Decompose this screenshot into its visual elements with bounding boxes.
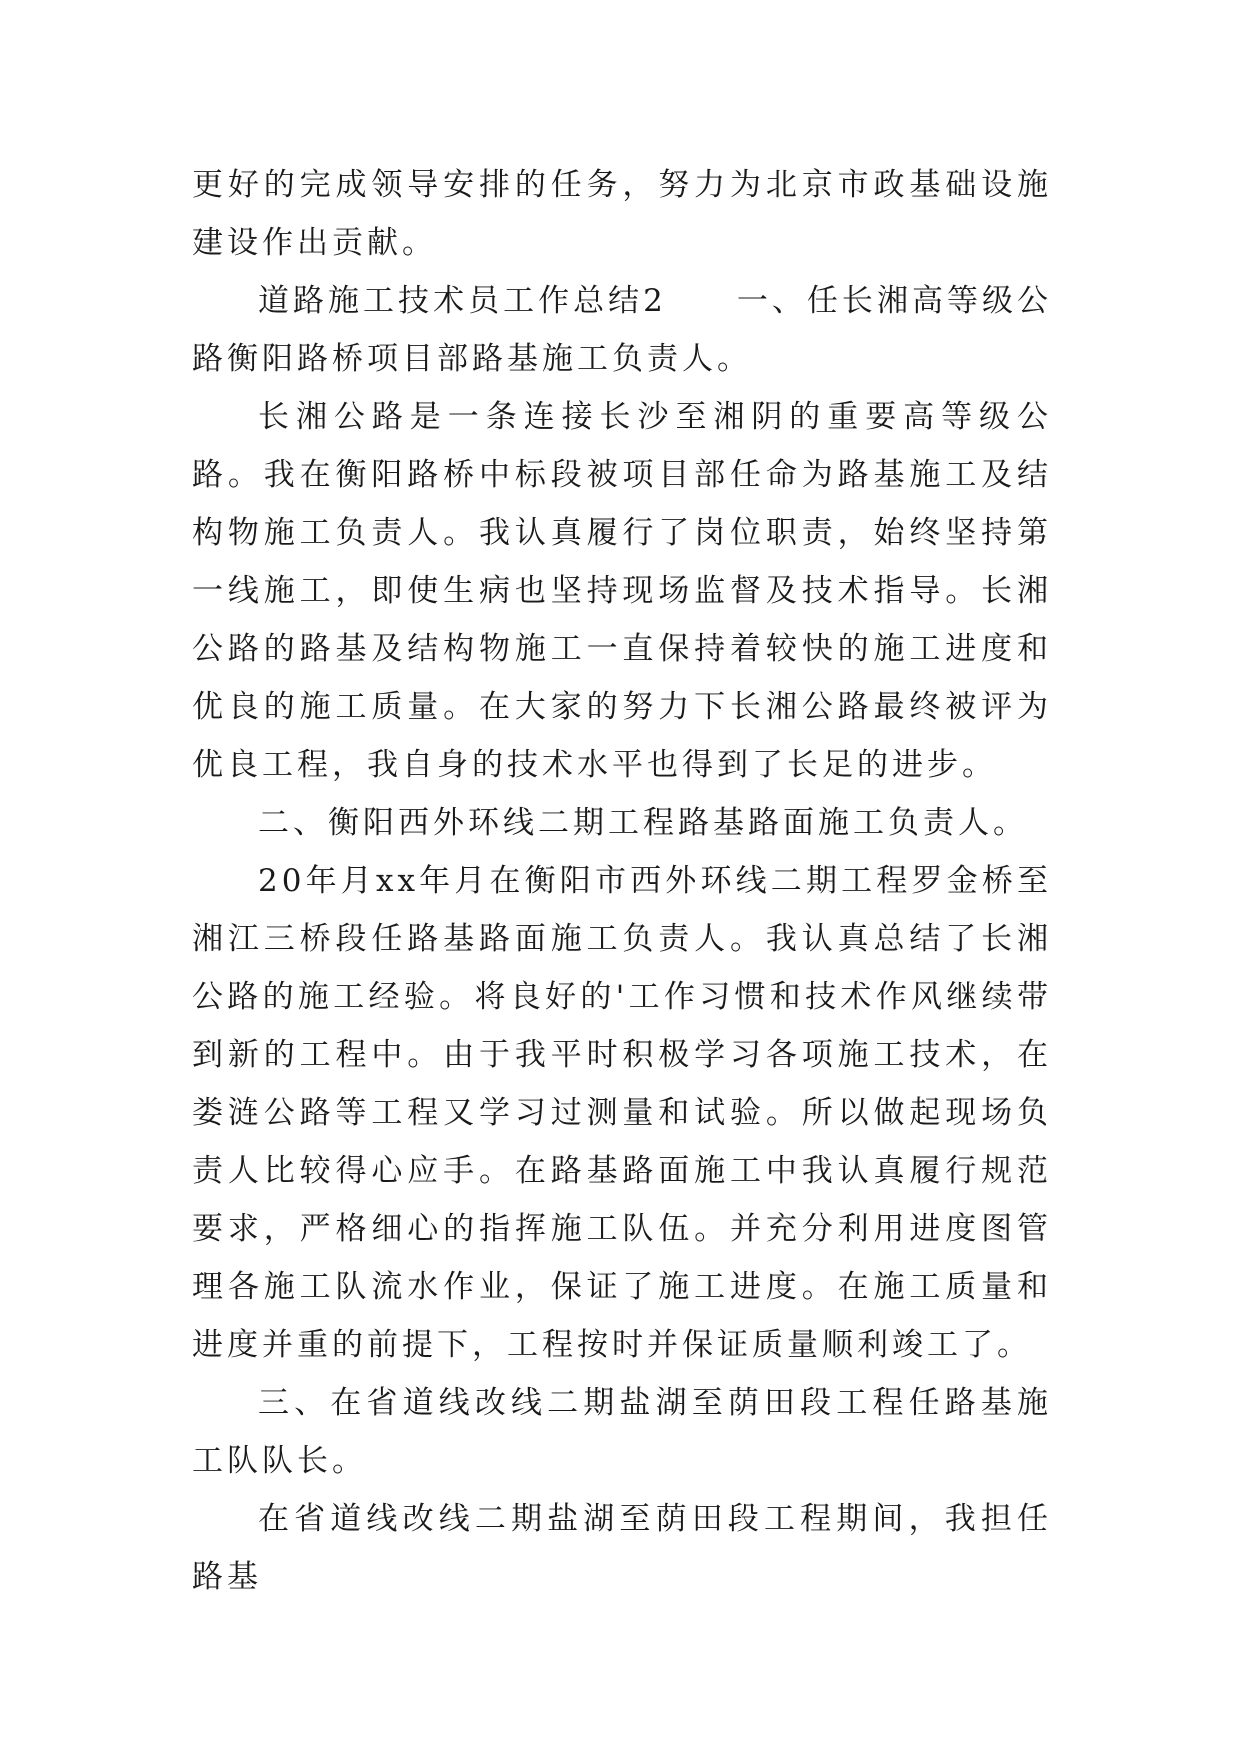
paragraph: 长湘公路是一条连接长沙至湘阴的重要高等级公路。我在衡阳路桥中标段被项目部任命为路基施工及结构物施工负责人。我认真履行了岗位职责，始终坚持第一线施工，即使生病也坚持现场监督及技术指导。长湘公路的路基及结构物施工一直保持着较快的施工进度和优良的施工质量。在大家的努力下长湘公路最终被评为优良工程，我自身的技术水平也得到了长足的进步。 [192,399,1052,783]
paragraph: 20年月xx年月在衡阳市西外环线二期工程罗金桥至湘江三桥段任路基路面施工负责人。我认真总结了长湘公路的施工经验。将良好的'工作习惯和技术作风继续带到新的工程中。由于我平时积极学习各项施工技术，在娄涟公路等工程又学习过测量和试验。所以做起现场负责人比较得心应手。在路基路面施工中我认真履行规范要求，严格细心的指挥施工队伍。并充分利用进度图管理各施工队流水作业，保证了施工进度。在施工质量和进度并重的前提下，工程按时并保证质量顺利竣工了。 [192,863,1052,1363]
section-item: 一、任长湘高等级公路衡阳路桥项目部路基施工负责人。 [192,283,1052,377]
paragraph: 三、在省道线改线二期盐湖至荫田段工程任路基施工队队长。 [192,1385,1052,1479]
paragraph: 二、衡阳西外环线二期工程路基路面施工负责人。 [258,805,1028,841]
paragraph: 更好的完成领导安排的任务，努力为北京市政基础设施建设作出贡献。 [192,167,1052,261]
paragraph: 在省道线改线二期盐湖至荫田段工程期间，我担任路基 [192,1501,1052,1595]
document-body [192,156,1052,1606]
paragraph-heading [192,272,1052,388]
section-title: 道路施工技术员工作总结2 [258,283,667,319]
